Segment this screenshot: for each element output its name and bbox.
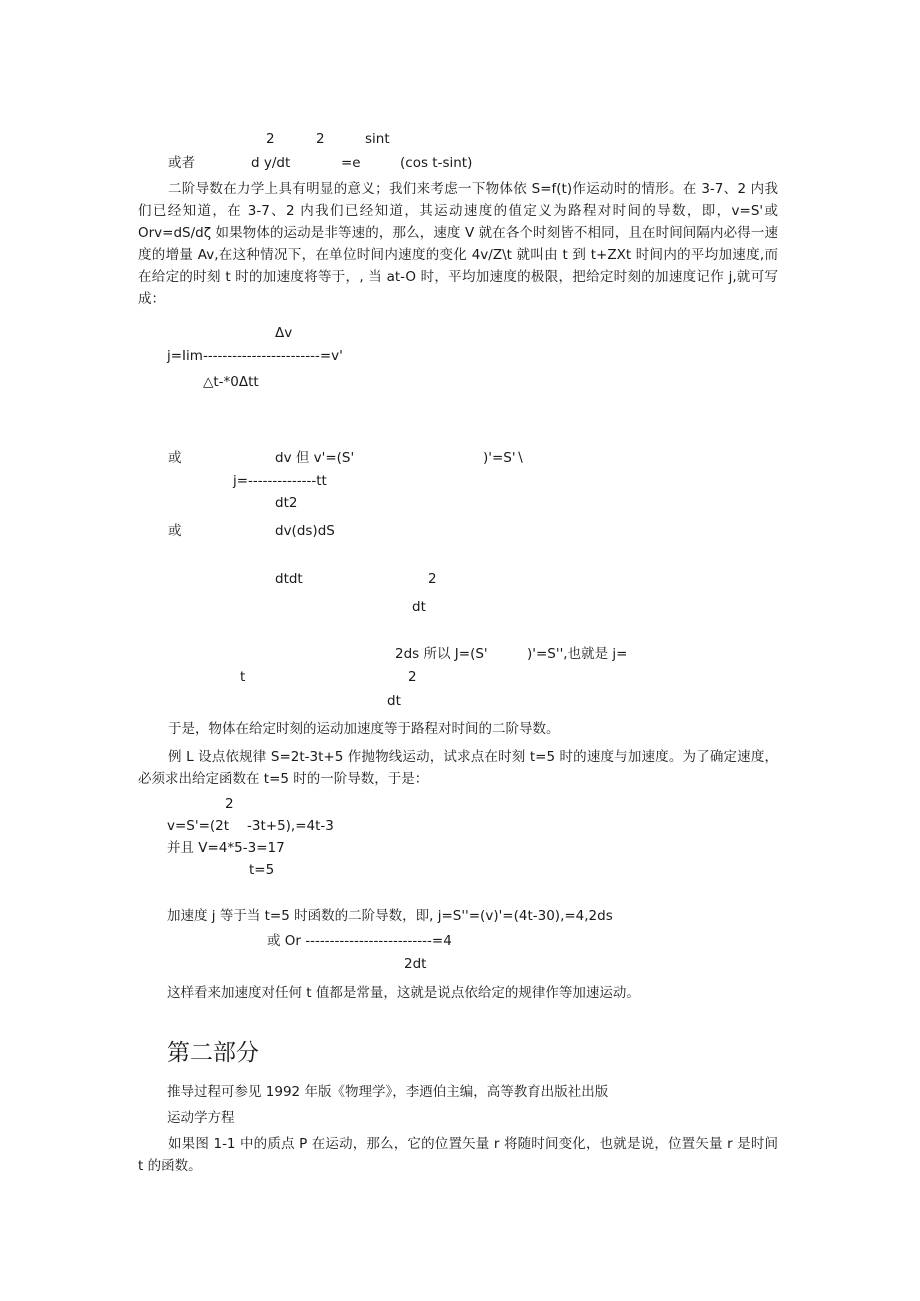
eq2-delta-v: Δv xyxy=(275,325,293,341)
eq3-dt-a: dt xyxy=(412,599,426,615)
eq3-dt2: dt2 xyxy=(275,495,298,511)
eq5-2dt: 2dt xyxy=(404,956,427,972)
subheading-kinematic-equations: 运动学方程 xyxy=(167,1110,235,1126)
eq1-cos-term: (cos t-sint) xyxy=(400,155,473,171)
eq2-limit-expression: j=Iim------------------------=v' xyxy=(167,348,343,364)
eq3-ds-line-rhs: )'=S'',也就是 j= xyxy=(527,646,628,662)
eq4-superscript-2: 2 xyxy=(225,796,234,812)
eq2-limit-subscript: △t-*0Δtt xyxy=(203,374,259,390)
eq3-t: t xyxy=(240,669,246,685)
paragraph-position-vector: 如果图 1-1 中的质点 P 在运动，那么，它的位置矢量 r 将随时间变化，也就是说，位置矢量 r 是时间 t 的函数。 xyxy=(138,1136,778,1174)
eq1-superscript-2b: 2 xyxy=(316,131,325,147)
eq3-ds-line: 2ds 所以 J=(S' xyxy=(395,646,488,662)
paragraph-conclusion-acceleration: 于是，物体在给定时刻的运动加速度等于路程对时间的二阶导数。 xyxy=(168,721,560,737)
eq1-equals-e: =e xyxy=(341,155,361,171)
section-heading: 第二部分 xyxy=(167,1040,259,1066)
eq3-superscript-2a: 2 xyxy=(428,571,437,587)
eq3-dtdt: dtdt xyxy=(275,571,303,587)
eq1-dydt: d y/dt xyxy=(251,155,291,171)
eq3-dvds: dv(ds)dS xyxy=(275,523,335,539)
paragraph-reference: 推导过程可参见 1992 年版《物理学》，李迺伯主编，高等教育出版社出版 xyxy=(167,1084,609,1100)
paragraph-acceleration-j: 加速度 j 等于当 t=5 时函数的二阶导数，即, j=S''=(v)'=(4t-30),=4,2ds xyxy=(167,908,613,924)
eq1-or-label: 或者 xyxy=(168,155,195,171)
eq4-and-v-value: 并且 V=4*5-3=17 xyxy=(167,840,285,856)
paragraph-uniform-acceleration: 这样看来加速度对任何 t 值都是常量，这就是说点依给定的规律作等加速运动。 xyxy=(167,985,640,1001)
eq3-superscript-2b: 2 xyxy=(408,669,417,685)
eq3-or-label-1: 或 xyxy=(168,450,182,466)
eq3-rhs: )'=S'∖ xyxy=(483,450,525,466)
paragraph-second-derivative-meaning: 二阶导数在力学上具有明显的意义；我们来考虑一下物体依 S=f(t)作运动时的情形。在 3-7、2 内我们已经知道，在 3-7、2 内我们已经知道，其运动速度的值定义为路程对时间的导数，即，v=S'或 Orv=dS∕dζ 如果物体的运动是非等速的，那么，速度 V 就在各个时刻皆不相同，且在时间间隔内必得一速度的增量 Av,在这种情况下，在单位时间内速度的变化 4v∕Z\t 就叫由 t 到 t+ZXt 时间内的平均加速度,而在给定的时刻 t 时的加速度将等于，, 当 at-O 时，平均加速度的极限，把给定时刻的加速度记作 j,就可写成： xyxy=(138,181,778,307)
eq3-or-label-2: 或 xyxy=(168,523,182,539)
eq1-sint: sint xyxy=(365,131,390,147)
eq3-j-fraction: j=--------------tt xyxy=(233,473,327,489)
eq1-superscript-2a: 2 xyxy=(266,131,275,147)
eq4-v-left: v=S'=(2t xyxy=(167,818,230,834)
eq4-t5: t=5 xyxy=(249,862,275,878)
eq3-dv-but: dv 但 v'=(S' xyxy=(275,450,355,466)
eq5-or-fraction: 或 Or --------------------------=4 xyxy=(267,933,452,949)
paragraph-example-1: 例 L 设点依规律 S=2t-3t+5 作抛物线运动，试求点在时刻 t=5 时的速度与加速度。为了确定速度，必须求出给定函数在 t=5 时的一阶导数，于是： xyxy=(138,749,778,787)
eq3-dt-b: dt xyxy=(387,693,401,709)
eq4-v-right: -3t+5),=4t-3 xyxy=(247,818,334,834)
